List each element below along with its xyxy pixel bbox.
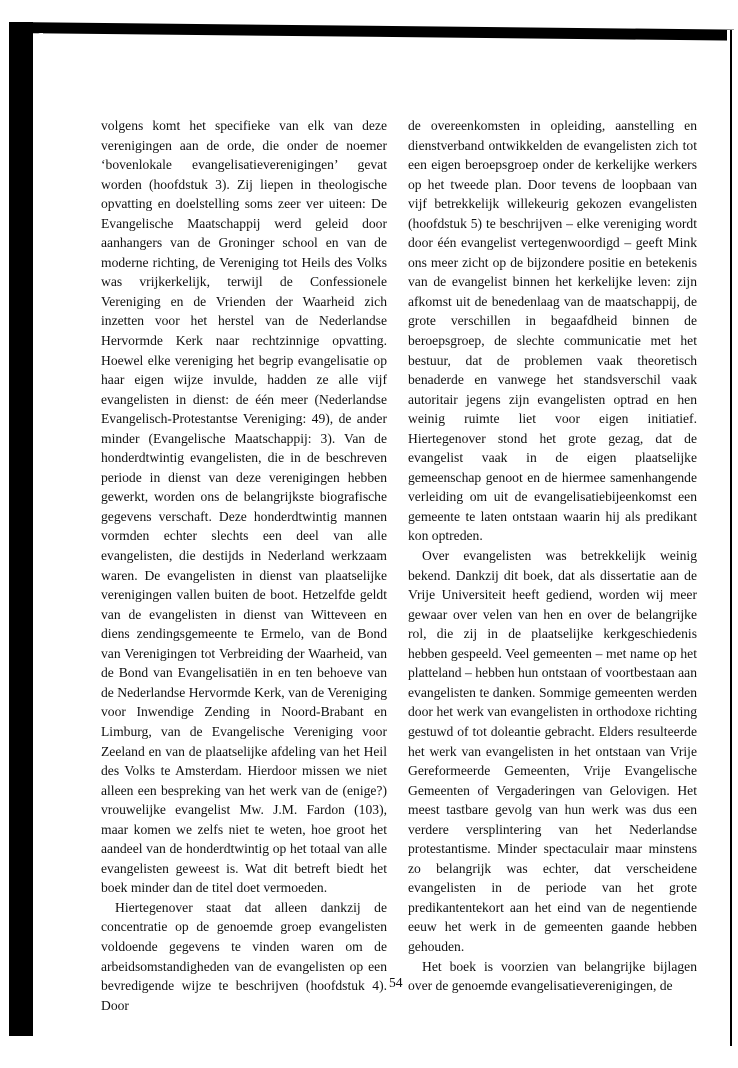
scan-border-top — [9, 22, 734, 41]
page-number: 54 — [389, 975, 403, 990]
scan-border-right — [727, 30, 734, 1046]
scan-border-left — [9, 22, 33, 1036]
right-column — [408, 116, 697, 996]
paragraph: Het boek is voorzien van belangrijke bijlagen over de genoemde evangelisatieverenigingen, de — [408, 958, 697, 994]
paragraph: volgens komt het specifieke van elk van deze verenigingen aan de orde, die onder de noemer ‘bovenlokale evangelisatieverenigingen’ gevat worden (hoofdstuk 3). Zij liepen in theologische opvatting en doelstelling soms zeer ver uiteen: De Evangelische Maatschappij werd geleid door aanhangers van de Groninger school en van de moderne richting, de Vereniging tot Heils des Volks was vrijkerkelijk, terwijl de Confessionele Vereniging en de Vrienden der Waarheid zich inzetten voor het herstel van de Nederlandse Hervormde Kerk naar rechtzinnige opvatting. Hoewel elke vereniging het begrip evangelisatie op haar eigen wijze invulde, hadden ze alle vijf evangelisten in dienst: de één meer (Nederlandse Evangelisch-Protestantse Vereniging: 49), de ander minder (Evangelische Maatschappij: 3). Van de honderdtwintig evangelisten, die in de beschreven periode in dienst van deze verenigingen hebben gewerkt, worden ons de belangrijkste biografische gegevens verschaft. Deze honderdtwintig mannen vormden echter slechts een deel van alle evangelisten, die destijds in Nederland werkzaam waren. De evangelisten in dienst van plaatselijke verenigingen vallen buiten de boot. Hetzelfde geldt van de evangelisten in dienst van Witteveen en diens zendingsgemeente te Ermelo, van de Bond van Verenigingen tot Verbreiding der Waarheid, van de Bond van Evangelisatiën in en ten behoeve van de Nederlandse Hervormde Kerk, van de Vereniging voor Inwendige Zending in Noord-Brabant en Limburg, van de Evangelische Vereniging voor Zeeland en van de plaatselijke afdeling van het Heil des Volks te Amsterdam. Hierdoor missen we niet alleen een bespreking van het werk van de (enige?) vrouwelijke evangelist Mw. J.M. Fardon (103), maar komen we zelfs niet te weten, hoe groot het aandeel van de honderdtwintig op het totaal van alle evangelisten geweest is. Wat dit betreft biedt het boek minder dan de titel doet vermoeden. — [101, 118, 387, 896]
paragraph: Hiertegenover staat dat alleen dankzij de concentratie op de genoemde groep evangelisten voldoende gegevens te vinden waren om de arbeidsomstandigheden van de evangelisten op een bevredigende wijze te beschrijven (hoofdstuk 4). Door — [101, 899, 387, 1013]
paragraph: Over evangelisten was betrekkelijk weinig bekend. Dankzij dit boek, dat als dissertatie aan de Vrije Universiteit heeft gediend, worden wij meer gewaar over velen van hen en over de belangrijke rol, die zij in de plaatselijke kerkgeschiedenis hebben gespeeld. Veel gemeenten – met name op het platteland – hebben hun ontstaan of voortbestaan aan evangelisten te danken. Sommige gemeenten werden door het werk van evangelisten in orthodoxe richting gestuwd of tot doleantie gebracht. Elders resulteerde het werk van evangelisten in het ontstaan van Vrije Gereformeerde Gemeenten, Vrije Evangelische Gemeenten of Vergaderingen van Gelovigen. Het meest tastbare gevolg van hun werk was dus een verdere versplintering van het Nederlandse protestantisme. Minder spectaculair maar minstens zo belangrijk was echter, dat verscheidene evangelisten in de periode van het grote predikantentekort aan het eind van de negentiende eeuw het werk in de gemeenten gaande hebben gehouden. — [408, 548, 697, 954]
left-column — [101, 116, 387, 1015]
page-corner — [33, 33, 43, 43]
paragraph: de overeenkomsten in opleiding, aanstelling en dienstverband ontwikkelden de evangelisten zich tot een eigen beroepsgroep onder de kerkelijke werkers op het tweede plan. Door tevens de loopbaan van vijf betrekkelijk willekeurig gekozen evangelisten (hoofdstuk 5) te beschrijven – elke vereniging wordt door één evangelist vertegenwoordigd – geeft Mink ons meer zicht op de bijzondere positie en betekenis van de evangelist binnen het kerkelijke leven: zijn afkomst uit de benedenlaag van de maatschappij, de grote verschillen in begaafdheid binnen de beroepsgroep, de slechte communicatie met het bestuur, dat de problemen vaak theoretisch benaderde en vanwege het standsverschil vaak autoritair jegens zijn evangelisten optrad en hen weinig ruimte liet voor eigen initiatief. Hiertegenover stond het grote gezag, dat de evangelist vaak in de eigen plaatselijke gemeenschap genoot en de hiermee samenhangende verleiding om uit de evangelisatiebijeenkomst een gemeente te laten ontstaan waarin hij als predikant kon optreden. — [408, 118, 697, 544]
